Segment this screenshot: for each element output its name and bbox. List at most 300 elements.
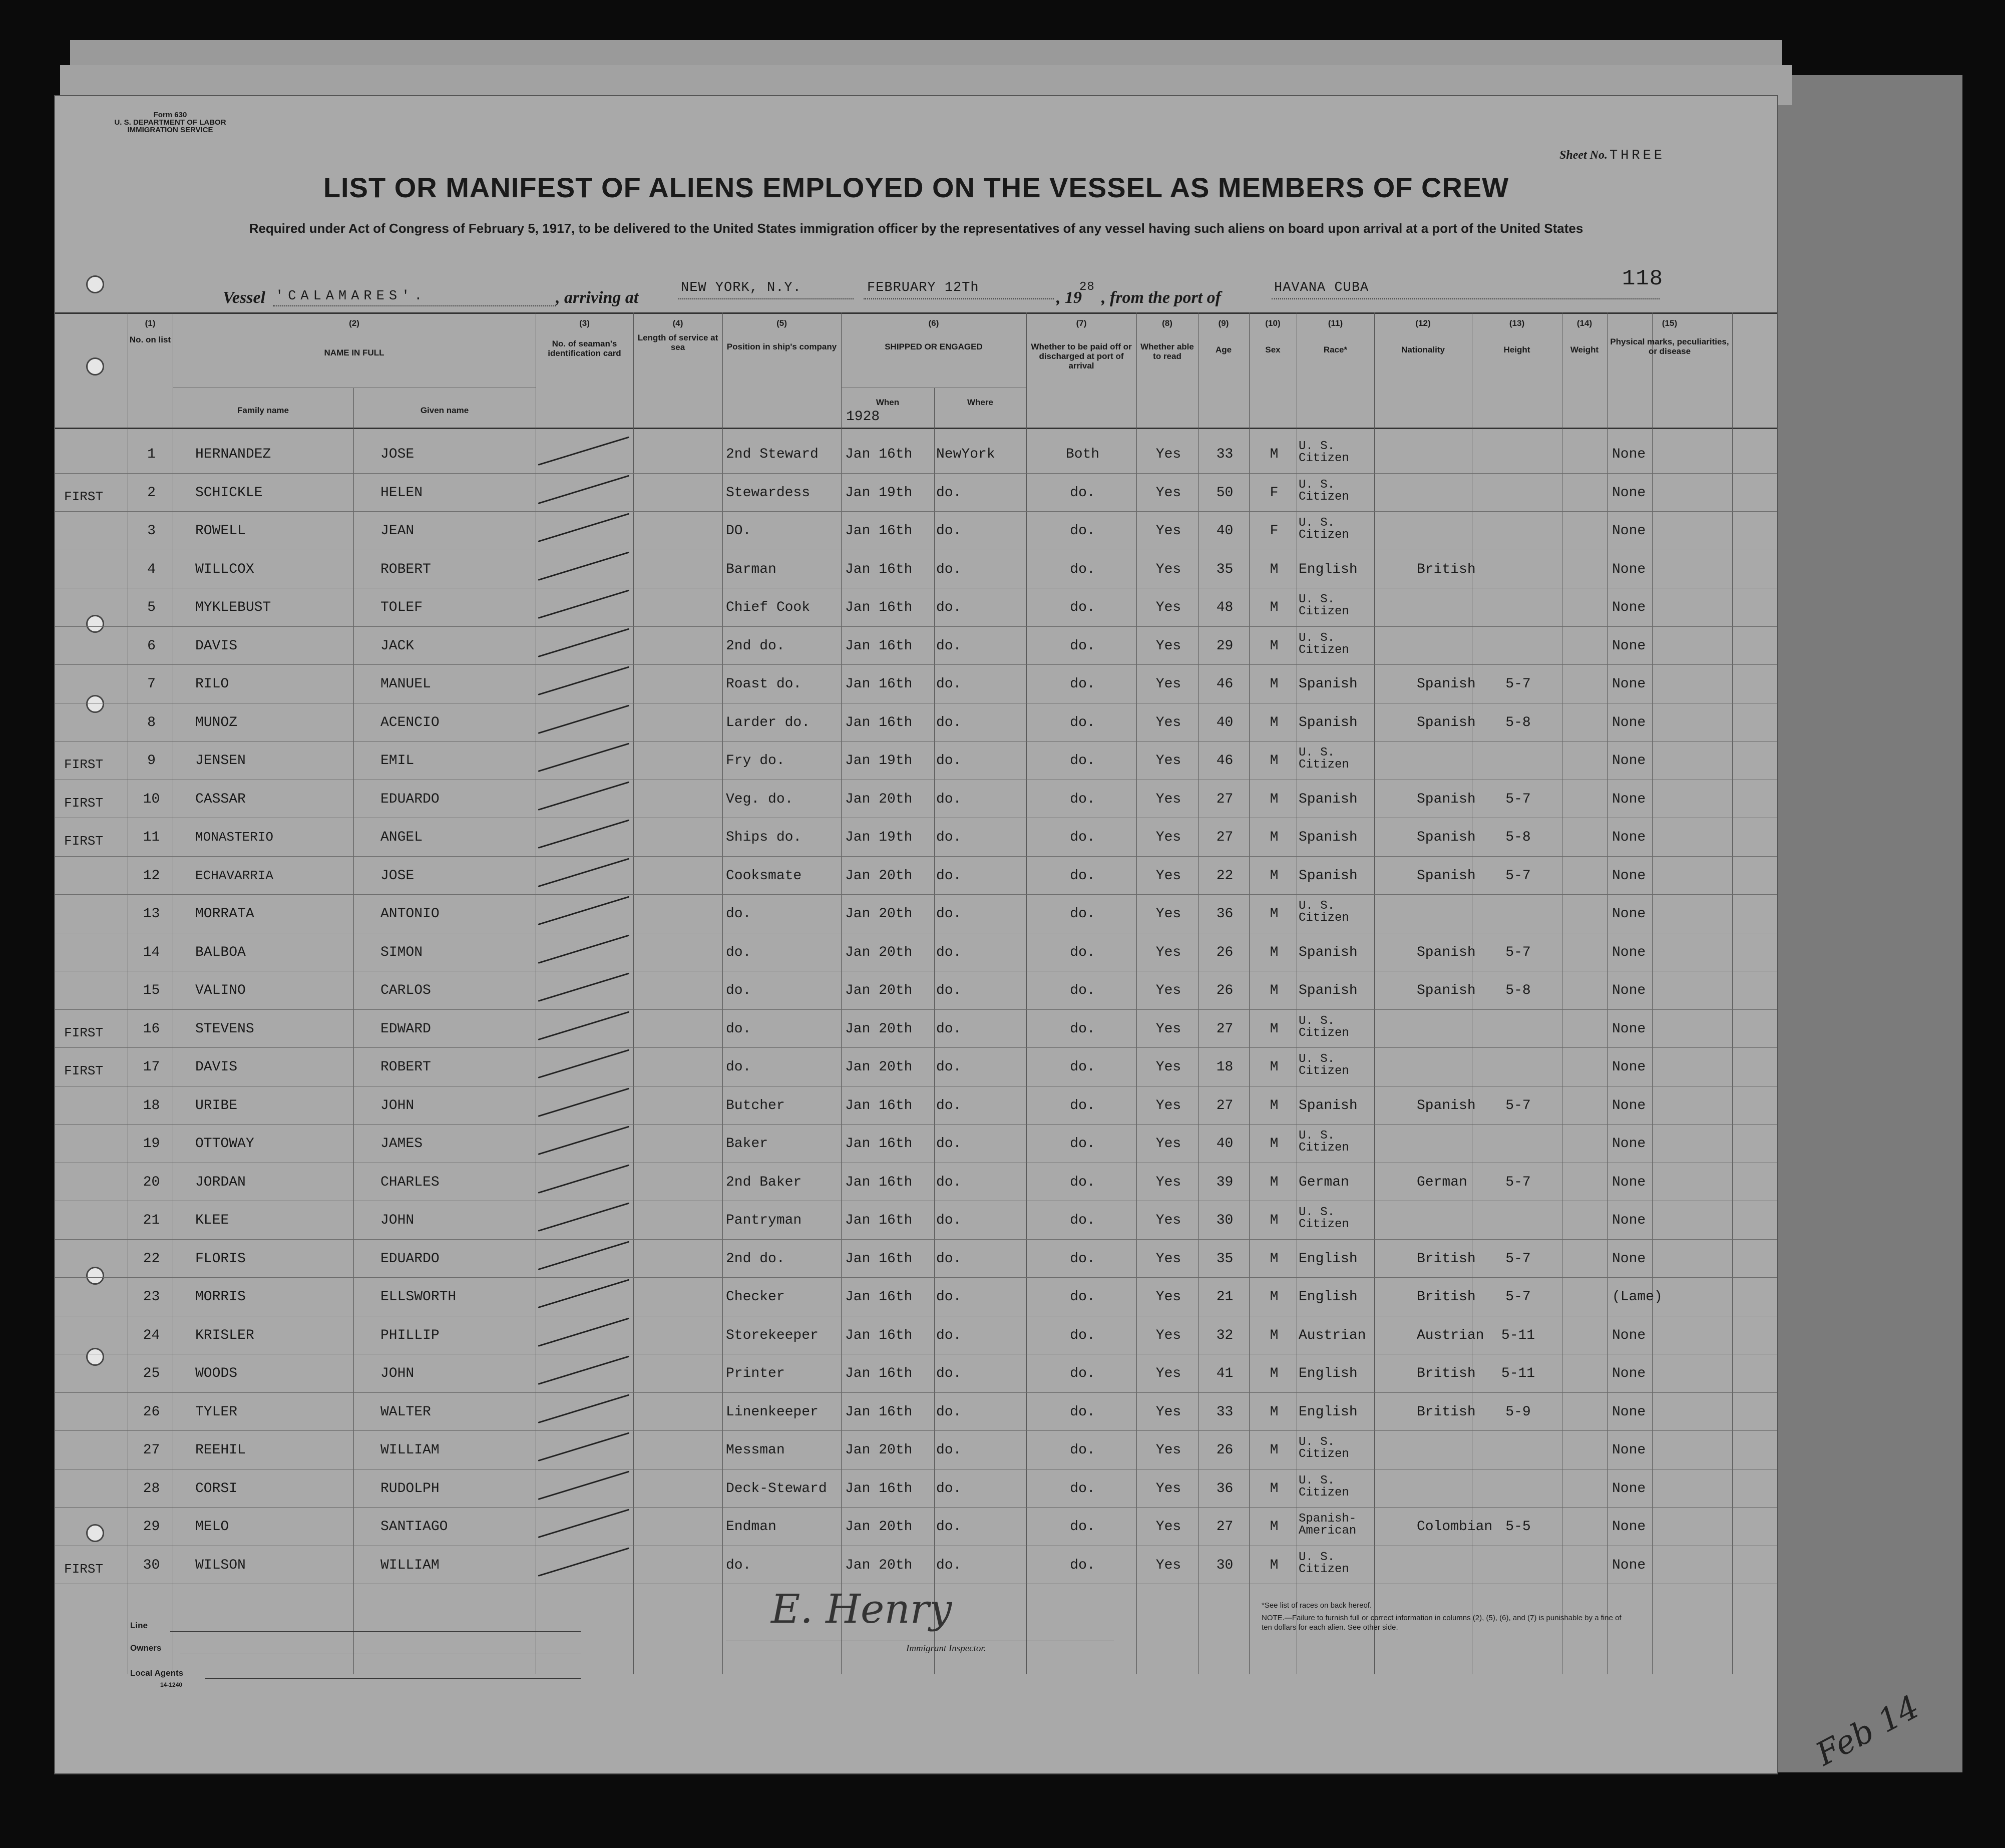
row-shipped-where: do.	[936, 1404, 962, 1420]
row-nationality: British	[1417, 561, 1476, 577]
row-able-to-read: Yes	[1155, 1481, 1181, 1497]
row-family-name: OTTOWAY	[195, 1136, 254, 1152]
row-nationality: Spanish	[1417, 676, 1476, 692]
row-given-name: EDUARDO	[380, 1251, 440, 1267]
col-number: (10)	[1265, 318, 1281, 328]
row-paid-off: Both	[1065, 447, 1100, 462]
row-family-name: DAVIS	[195, 1059, 238, 1075]
col-divider	[722, 312, 723, 1674]
row-sex: M	[1270, 1327, 1279, 1343]
row-shipped-where: do.	[936, 1366, 962, 1381]
sheet-number	[1559, 148, 1665, 163]
inspector-signature: E. Henry	[771, 1586, 952, 1632]
row-row-number: 4	[147, 561, 156, 577]
vessel-underline	[273, 305, 556, 306]
row-physical-marks: None	[1612, 1366, 1646, 1381]
row-sex: M	[1270, 600, 1279, 615]
row-shipped-where: do.	[936, 1481, 962, 1497]
col-header-service	[633, 318, 722, 352]
row-shipped-when: Jan 16th	[845, 638, 913, 654]
row-shipped-where: do.	[936, 1519, 962, 1535]
row-sex: M	[1270, 1136, 1279, 1152]
col-header-weight	[1562, 318, 1607, 354]
arriving-label: , arriving at	[556, 288, 639, 307]
row-physical-marks: None	[1612, 1481, 1646, 1497]
shipped-year: 1928	[846, 409, 880, 425]
row-sex: M	[1270, 906, 1279, 922]
footer-owners-label: Owners	[130, 1643, 162, 1653]
footer-agents-label: Local Agents	[130, 1668, 184, 1678]
row-row-number: 26	[143, 1404, 160, 1420]
row-margin-stamp: FIRST	[64, 757, 104, 772]
year-suffix: 28	[1079, 280, 1095, 294]
row-age: 27	[1216, 1021, 1234, 1037]
checkmark-stroke	[538, 1394, 630, 1423]
row-given-name: HELEN	[380, 485, 423, 501]
row-sex: M	[1270, 1059, 1279, 1075]
row-given-name: CHARLES	[380, 1174, 440, 1190]
row-given-name: WALTER	[380, 1404, 431, 1420]
row-nationality: Colombian	[1417, 1519, 1493, 1535]
row-able-to-read: Yes	[1155, 1251, 1181, 1267]
row-nationality: British	[1417, 1251, 1476, 1267]
row-physical-marks: None	[1612, 1327, 1646, 1343]
row-age: 46	[1216, 676, 1234, 692]
row-race: Spanish	[1299, 714, 1358, 730]
row-row-number: 29	[143, 1519, 160, 1535]
row-able-to-read: Yes	[1155, 1097, 1181, 1114]
row-able-to-read: Yes	[1155, 983, 1181, 998]
col-label: NAME IN FULL	[324, 348, 384, 357]
row-family-name: RILO	[195, 676, 229, 692]
row-given-name: SANTIAGO	[380, 1519, 448, 1535]
row-age: 27	[1216, 1519, 1234, 1535]
table-row	[55, 1507, 1777, 1508]
row-physical-marks: None	[1612, 561, 1646, 577]
row-given-name: EDUARDO	[380, 791, 440, 807]
row-able-to-read: Yes	[1155, 638, 1181, 654]
row-row-number: 11	[143, 830, 160, 845]
row-paid-off: do.	[1070, 868, 1095, 884]
row-family-name: BALBOA	[195, 944, 246, 960]
row-sex: M	[1270, 447, 1279, 462]
row-given-name: MANUEL	[380, 676, 431, 692]
row-nationality: Spanish	[1417, 868, 1476, 884]
row-sex: M	[1270, 676, 1279, 692]
col-label: No. on list	[129, 335, 171, 344]
departure-port: HAVANA CUBA	[1274, 280, 1369, 295]
arrival-port-underline	[678, 298, 854, 299]
row-able-to-read: Yes	[1155, 791, 1181, 807]
row-position: do.	[726, 906, 751, 922]
row-family-name: URIBE	[195, 1097, 238, 1114]
row-shipped-when: Jan 20th	[845, 1442, 913, 1458]
row-row-number: 5	[147, 600, 156, 615]
row-height: 5-8	[1505, 983, 1531, 998]
row-physical-marks: None	[1612, 868, 1646, 884]
row-sex: M	[1270, 1021, 1279, 1037]
row-given-name: WILLIAM	[380, 1442, 440, 1458]
row-height: 5-7	[1505, 791, 1531, 807]
row-row-number: 1	[147, 447, 156, 462]
row-paid-off: do.	[1070, 676, 1095, 692]
checkmark-stroke	[538, 1356, 630, 1385]
checkmark-stroke	[538, 934, 630, 963]
row-shipped-when: Jan 16th	[845, 1481, 913, 1497]
checkmark-stroke	[538, 1087, 630, 1117]
row-given-name: PHILLIP	[380, 1327, 440, 1343]
row-position: Larder do.	[726, 714, 811, 730]
row-able-to-read: Yes	[1155, 868, 1181, 884]
row-family-name: HERNANDEZ	[195, 447, 271, 462]
row-paid-off: do.	[1070, 1366, 1095, 1381]
table-row	[55, 626, 1777, 627]
row-family-name: SCHICKLE	[195, 485, 263, 501]
row-physical-marks: None	[1612, 1136, 1646, 1152]
table-row	[55, 1009, 1777, 1010]
checkmark-stroke	[538, 475, 630, 504]
row-shipped-when: Jan 20th	[845, 1557, 913, 1573]
row-position: 2nd Baker	[726, 1174, 802, 1190]
sheet-number-value: THREE	[1610, 148, 1666, 163]
row-shipped-where: do.	[936, 1442, 962, 1458]
row-shipped-where: do.	[936, 523, 962, 539]
row-given-name: JOSE	[380, 447, 415, 462]
col-label: Position in ship's company	[726, 342, 837, 351]
row-physical-marks: None	[1612, 1251, 1646, 1267]
row-age: 27	[1216, 1097, 1234, 1114]
row-race: Spanish	[1299, 830, 1358, 845]
row-physical-marks: None	[1612, 1021, 1646, 1037]
row-position: Butcher	[726, 1097, 785, 1114]
row-physical-marks: None	[1612, 638, 1646, 654]
row-sex: M	[1270, 1442, 1279, 1458]
row-given-name: JACK	[380, 638, 415, 654]
row-race: Spanish	[1299, 983, 1358, 998]
row-given-name: JAMES	[380, 1136, 423, 1152]
row-physical-marks: None	[1612, 485, 1646, 501]
row-physical-marks: None	[1612, 906, 1646, 922]
checkmark-stroke	[538, 1279, 630, 1308]
checkmark-stroke	[538, 590, 630, 619]
row-shipped-where: do.	[936, 1097, 962, 1114]
checkmark-stroke	[538, 973, 630, 1002]
checkmark-stroke	[538, 820, 630, 849]
row-paid-off: do.	[1070, 1097, 1095, 1114]
col-divider	[633, 312, 634, 1674]
row-family-name: WOODS	[195, 1366, 238, 1381]
row-sex: M	[1270, 638, 1279, 654]
row-age: 36	[1216, 1481, 1234, 1497]
row-shipped-when: Jan 20th	[845, 1059, 913, 1075]
row-physical-marks: None	[1612, 944, 1646, 960]
row-sex: M	[1270, 753, 1279, 769]
row-row-number: 24	[143, 1327, 160, 1343]
row-able-to-read: Yes	[1155, 714, 1181, 730]
row-family-name: MONASTERIO	[195, 830, 274, 845]
row-shipped-where: do.	[936, 1213, 962, 1228]
row-family-name: CASSAR	[195, 791, 246, 807]
row-able-to-read: Yes	[1155, 1021, 1181, 1037]
row-given-name: JOHN	[380, 1097, 415, 1114]
row-able-to-read: Yes	[1155, 1136, 1181, 1152]
row-shipped-when: Jan 16th	[845, 1213, 913, 1228]
row-paid-off: do.	[1070, 714, 1095, 730]
row-given-name: SIMON	[380, 944, 423, 960]
row-family-name: REEHIL	[195, 1442, 246, 1458]
row-family-name: MELO	[195, 1519, 229, 1535]
row-paid-off: do.	[1070, 1136, 1095, 1152]
row-row-number: 23	[143, 1289, 160, 1305]
row-sex: F	[1270, 485, 1279, 501]
row-shipped-when: Jan 19th	[845, 753, 913, 769]
row-race: U. S. Citizen	[1299, 1550, 1349, 1576]
row-race: Spanish	[1299, 944, 1358, 960]
row-nationality: Spanish	[1417, 830, 1476, 845]
col-header-where: Where	[967, 398, 993, 407]
row-sex: M	[1270, 1404, 1279, 1420]
row-physical-marks: None	[1612, 714, 1646, 730]
row-margin-stamp: FIRST	[64, 1561, 104, 1577]
row-position: 2nd do.	[726, 1251, 785, 1267]
row-physical-marks: None	[1612, 676, 1646, 692]
checkmark-stroke	[538, 743, 630, 772]
checkmark-stroke	[538, 1049, 630, 1078]
row-age: 27	[1216, 791, 1234, 807]
row-able-to-read: Yes	[1155, 561, 1181, 577]
row-height: 5-7	[1505, 1289, 1531, 1305]
row-height: 5-7	[1505, 868, 1531, 884]
row-able-to-read: Yes	[1155, 447, 1181, 462]
page-title: LIST OR MANIFEST OF ALIENS EMPLOYED ON THE VESSEL AS MEMBERS OF CREW	[323, 172, 1509, 203]
row-family-name: WILSON	[195, 1557, 246, 1573]
row-age: 35	[1216, 561, 1234, 577]
from-label: , from the port of	[1101, 288, 1221, 307]
row-shipped-when: Jan 16th	[845, 600, 913, 615]
row-able-to-read: Yes	[1155, 676, 1181, 692]
checkmark-stroke	[538, 437, 630, 466]
col-header-race	[1297, 318, 1374, 354]
table-row	[55, 741, 1777, 742]
row-paid-off: do.	[1070, 1327, 1095, 1343]
col-divider	[1026, 312, 1027, 1674]
row-able-to-read: Yes	[1155, 1059, 1181, 1075]
footer-line-label: Line	[130, 1621, 148, 1630]
inspector-label: Immigrant Inspector.	[906, 1643, 986, 1654]
col-label: Whether able to read	[1140, 342, 1194, 361]
row-able-to-read: Yes	[1155, 1327, 1181, 1343]
row-position: Veg. do.	[726, 791, 793, 807]
row-race: U. S. Citizen	[1299, 1435, 1349, 1461]
row-able-to-read: Yes	[1155, 485, 1181, 501]
row-age: 26	[1216, 983, 1234, 998]
checkmark-stroke	[538, 1011, 630, 1040]
row-nationality: British	[1417, 1289, 1476, 1305]
col-header-sex	[1249, 318, 1297, 354]
row-race: Spanish	[1299, 1097, 1358, 1114]
row-shipped-where: do.	[936, 983, 962, 998]
checkmark-stroke	[538, 1470, 630, 1500]
row-shipped-when: Jan 20th	[845, 906, 913, 922]
row-shipped-where: do.	[936, 485, 962, 501]
row-physical-marks: None	[1612, 1097, 1646, 1114]
col-header-given: Given name	[420, 406, 469, 415]
row-family-name: ECHAVARRIA	[195, 868, 274, 883]
row-nationality: Spanish	[1417, 944, 1476, 960]
row-physical-marks: None	[1612, 830, 1646, 845]
row-paid-off: do.	[1070, 791, 1095, 807]
row-physical-marks: None	[1612, 983, 1646, 998]
col-divider	[1607, 312, 1608, 1674]
row-sex: M	[1270, 1251, 1279, 1267]
col-number: (4)	[672, 318, 683, 328]
row-physical-marks: None	[1612, 1059, 1646, 1075]
row-shipped-when: Jan 20th	[845, 1519, 913, 1535]
row-shipped-when: Jan 19th	[845, 830, 913, 845]
row-paid-off: do.	[1070, 1481, 1095, 1497]
col-divider	[1249, 312, 1250, 1674]
margin-date-note: Feb 14	[1810, 1688, 1925, 1773]
row-able-to-read: Yes	[1155, 1289, 1181, 1305]
row-margin-stamp: FIRST	[64, 1025, 104, 1040]
row-position: DO.	[726, 523, 751, 539]
row-age: 29	[1216, 638, 1234, 654]
row-sex: M	[1270, 561, 1279, 577]
row-height: 5-8	[1505, 830, 1531, 845]
row-margin-stamp: FIRST	[64, 795, 104, 811]
row-position: Cooksmate	[726, 868, 802, 884]
row-physical-marks: None	[1612, 1557, 1646, 1573]
row-physical-marks: None	[1612, 600, 1646, 615]
row-age: 41	[1216, 1366, 1234, 1381]
row-paid-off: do.	[1070, 1404, 1095, 1420]
row-paid-off: do.	[1070, 1174, 1095, 1190]
col-label: Race*	[1323, 345, 1348, 354]
row-family-name: FLORIS	[195, 1251, 246, 1267]
row-shipped-when: Jan 16th	[845, 714, 913, 730]
row-age: 26	[1216, 944, 1234, 960]
row-nationality: Austrian	[1417, 1327, 1484, 1343]
row-given-name: JOHN	[380, 1213, 415, 1228]
row-physical-marks: None	[1612, 1174, 1646, 1190]
col-number: (7)	[1076, 318, 1087, 328]
row-position: do.	[726, 1059, 751, 1075]
row-age: 22	[1216, 868, 1234, 884]
col-header-read	[1136, 318, 1198, 361]
row-nationality: British	[1417, 1366, 1476, 1381]
col-divider	[1136, 312, 1137, 1674]
row-row-number: 8	[147, 714, 156, 730]
manifest-table	[55, 312, 1777, 1674]
vessel-name: 'CALAMARES'.	[275, 289, 427, 304]
row-margin-stamp: FIRST	[64, 834, 104, 849]
row-race: U. S. Citizen	[1299, 516, 1349, 542]
row-given-name: ANGEL	[380, 830, 423, 845]
row-shipped-when: Jan 16th	[845, 1136, 913, 1152]
row-able-to-read: Yes	[1155, 600, 1181, 615]
row-shipped-where: do.	[936, 830, 962, 845]
row-able-to-read: Yes	[1155, 523, 1181, 539]
row-shipped-where: do.	[936, 714, 962, 730]
row-race: English	[1299, 1289, 1358, 1305]
row-shipped-when: Jan 16th	[845, 1251, 913, 1267]
row-shipped-when: Jan 20th	[845, 944, 913, 960]
row-given-name: ROBERT	[380, 1059, 431, 1075]
page-subtitle: Required under Act of Congress of February 5, 1917, to be delivered to the United States immigration officer by the representatives of any vessel having such aliens on board upon arrival at a port of the United States	[249, 221, 1583, 236]
col-number: (13)	[1509, 318, 1525, 328]
row-paid-off: do.	[1070, 638, 1095, 654]
row-physical-marks: None	[1612, 1404, 1646, 1420]
row-position: Stewardess	[726, 485, 811, 501]
row-row-number: 30	[143, 1557, 160, 1573]
row-age: 18	[1216, 1059, 1234, 1075]
row-row-number: 13	[143, 906, 160, 922]
row-family-name: KRISLER	[195, 1327, 254, 1343]
races-note: *See list of races on back hereof.	[1262, 1601, 1372, 1610]
row-age: 30	[1216, 1557, 1234, 1573]
row-shipped-where: do.	[936, 791, 962, 807]
row-physical-marks: None	[1612, 1519, 1646, 1535]
row-paid-off: do.	[1070, 485, 1095, 501]
table-row	[55, 1239, 1777, 1240]
row-able-to-read: Yes	[1155, 1404, 1181, 1420]
row-age: 35	[1216, 1251, 1234, 1267]
row-sex: M	[1270, 1557, 1279, 1573]
checkmark-stroke	[538, 1203, 630, 1232]
row-race: U. S. Citizen	[1299, 1129, 1349, 1155]
row-physical-marks: None	[1612, 791, 1646, 807]
row-shipped-when: Jan 16th	[845, 1174, 913, 1190]
col-divider	[934, 388, 935, 1674]
row-sex: M	[1270, 868, 1279, 884]
row-sex: M	[1270, 830, 1279, 845]
table-row	[55, 1430, 1777, 1431]
row-age: 40	[1216, 1136, 1234, 1152]
row-shipped-where: do.	[936, 944, 962, 960]
col-header-name	[173, 318, 536, 357]
department-name: U. S. DEPARTMENT OF LABOR	[114, 118, 226, 127]
row-family-name: JORDAN	[195, 1174, 246, 1190]
row-race: U. S. Citizen	[1299, 1206, 1349, 1231]
row-shipped-where: do.	[936, 561, 962, 577]
footer-agents-underline	[205, 1678, 581, 1679]
row-shipped-where: do.	[936, 1136, 962, 1152]
row-able-to-read: Yes	[1155, 1174, 1181, 1190]
row-shipped-when: Jan 16th	[845, 561, 913, 577]
row-given-name: EMIL	[380, 753, 415, 769]
row-shipped-where: do.	[936, 1174, 962, 1190]
row-row-number: 7	[147, 676, 156, 692]
row-shipped-when: Jan 20th	[845, 868, 913, 884]
row-height: 5-11	[1501, 1327, 1535, 1343]
col-header-card	[536, 318, 633, 358]
col-header-family: Family name	[237, 406, 289, 415]
row-race: U. S. Citizen	[1299, 440, 1349, 465]
col-header-height	[1472, 318, 1562, 354]
arrival-date: FEBRUARY 12Th	[867, 280, 979, 295]
row-able-to-read: Yes	[1155, 944, 1181, 960]
row-age: 40	[1216, 714, 1234, 730]
row-height: 5-8	[1505, 714, 1531, 730]
row-able-to-read: Yes	[1155, 906, 1181, 922]
col-header-nationality	[1374, 318, 1472, 354]
col-number: (12)	[1415, 318, 1431, 328]
row-shipped-when: Jan 16th	[845, 1097, 913, 1114]
row-age: 33	[1216, 447, 1234, 462]
row-height: 5-7	[1505, 1251, 1531, 1267]
row-race: U. S. Citizen	[1299, 478, 1349, 504]
row-position: Chief Cook	[726, 600, 811, 615]
